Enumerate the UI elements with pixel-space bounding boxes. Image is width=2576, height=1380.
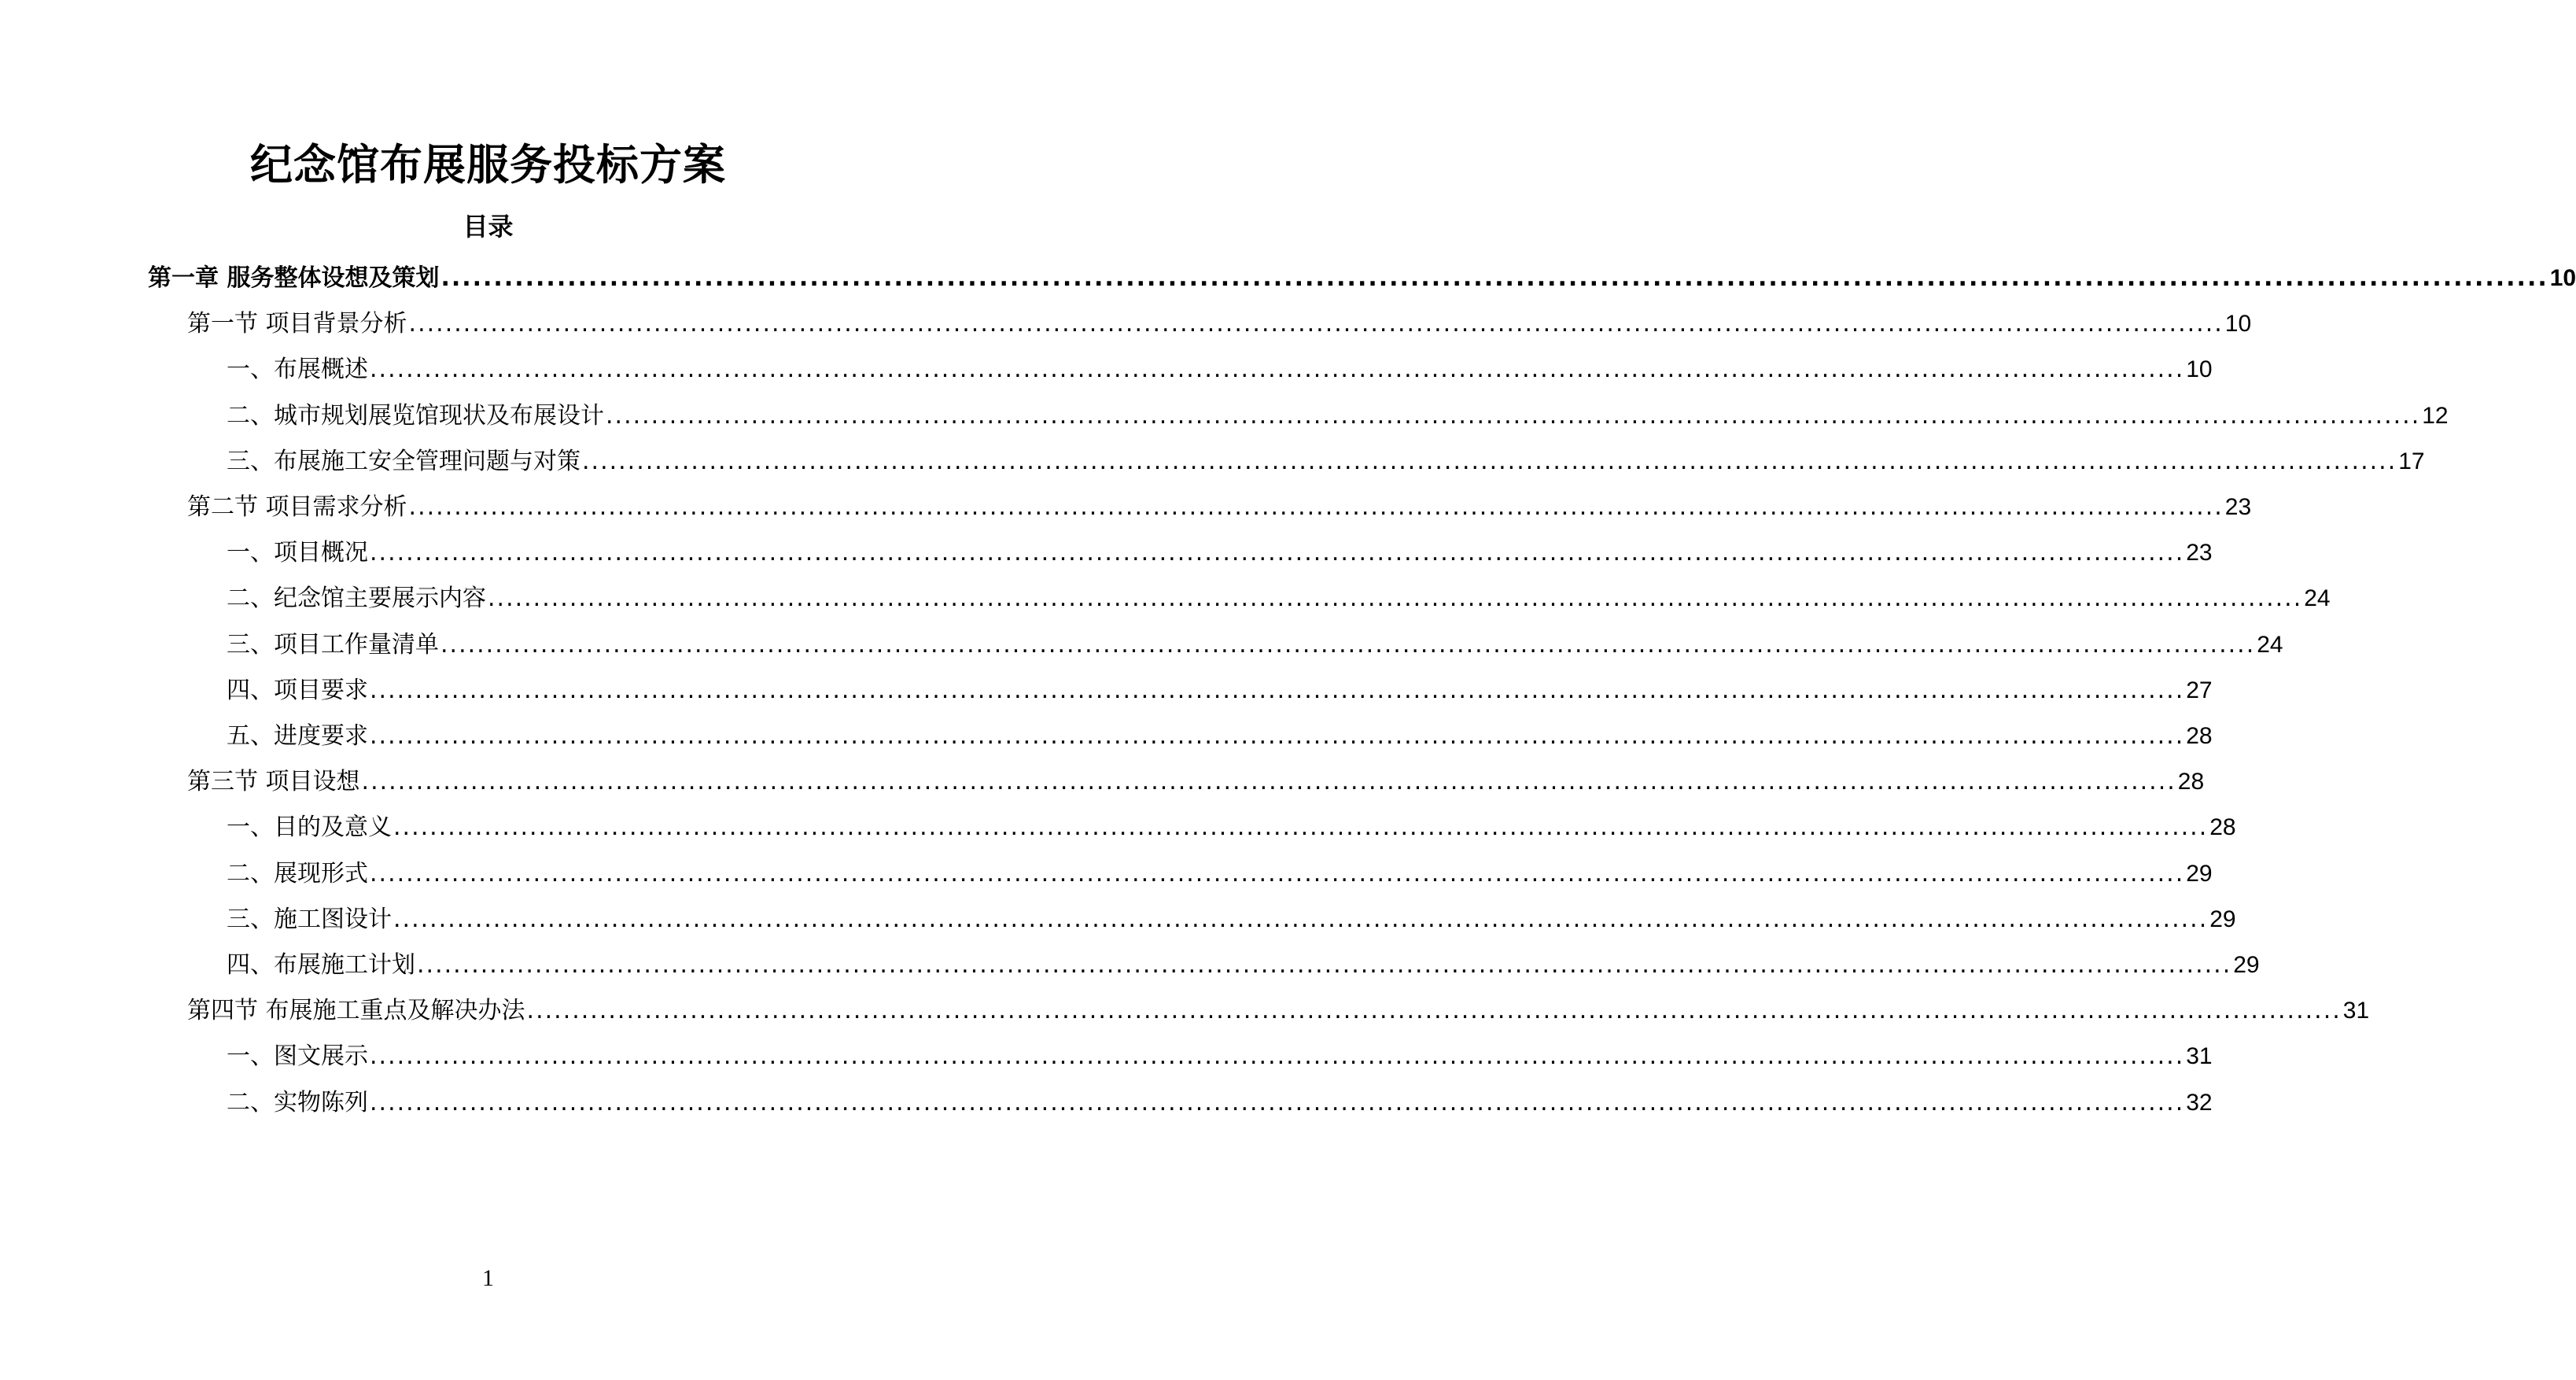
toc-entry-title: 一、目的及意义 <box>227 814 392 842</box>
toc-leader-dots: ........................................................................................................................................................................................................ <box>440 264 2548 292</box>
toc-entry-title: 第一章 服务整体设想及策划 <box>148 264 440 292</box>
toc-entry[interactable] <box>227 580 2331 614</box>
toc-entry-title: 四、项目要求 <box>227 676 368 704</box>
toc-leader-dots: ........................................................................................................................................................................................................ <box>370 676 2185 704</box>
toc-leader-dots: ........................................................................................................................................................................................................ <box>582 447 2397 475</box>
toc-entry[interactable] <box>227 534 2213 569</box>
toc-entry-page: 32 <box>2186 1089 2213 1116</box>
toc-entry[interactable] <box>227 1038 2213 1072</box>
toc-entry-page: 12 <box>2422 402 2449 429</box>
toc-entry-page: 10 <box>2224 311 2252 338</box>
toc-entry[interactable] <box>187 305 2252 340</box>
toc-heading: 目录 <box>463 212 514 242</box>
toc-entry-page: 29 <box>2186 860 2213 887</box>
toc-entry[interactable] <box>227 809 2236 843</box>
toc-entry[interactable] <box>227 443 2425 478</box>
toc-entry[interactable] <box>227 718 2213 752</box>
toc-leader-dots: ........................................................................................................................................................................................................ <box>417 951 2232 979</box>
toc-entry[interactable] <box>187 763 2205 798</box>
toc-entry-page: 24 <box>2304 585 2331 612</box>
toc-entry-title: 第二节 项目需求分析 <box>187 493 407 521</box>
toc-entry-title: 三、布展施工安全管理问题与对策 <box>227 447 580 475</box>
toc-entry[interactable] <box>187 992 2370 1027</box>
toc-entry[interactable] <box>227 946 2260 981</box>
toc-entry-title: 二、纪念馆主要展示内容 <box>227 585 486 613</box>
toc-entry-page: 29 <box>2209 906 2236 932</box>
toc-entry-title: 一、图文展示 <box>227 1042 368 1071</box>
toc-entry-page: 10 <box>2186 356 2213 383</box>
toc-entry[interactable] <box>227 626 2283 661</box>
toc-entry[interactable] <box>227 351 2213 386</box>
toc-entry-title: 五、进度要求 <box>227 722 368 750</box>
toc-entry-title: 一、布展概述 <box>227 356 368 384</box>
toc-leader-dots: ........................................................................................................................................................................................................ <box>370 1042 2185 1071</box>
toc-entry-title: 第三节 项目设想 <box>187 768 360 796</box>
toc-leader-dots: ........................................................................................................................................................................................................ <box>370 539 2185 567</box>
toc-entry-title: 二、实物陈列 <box>227 1088 368 1116</box>
toc-entry-page: 31 <box>2186 1043 2213 1070</box>
page-number: 1 <box>482 1265 494 1291</box>
toc-entry-page: 31 <box>2342 998 2370 1024</box>
toc-leader-dots: ........................................................................................................................................................................................................ <box>488 585 2303 613</box>
toc-leader-dots: ........................................................................................................................................................................................................ <box>606 401 2421 430</box>
toc-entry-title: 二、展现形式 <box>227 859 368 887</box>
toc-entry-page: 28 <box>2177 769 2205 795</box>
toc-entry[interactable] <box>227 1084 2213 1119</box>
toc-leader-dots: ........................................................................................................................................................................................................ <box>370 859 2185 887</box>
toc-entry-title: 三、施工图设计 <box>227 905 392 933</box>
toc-leader-dots: ........................................................................................................................................................................................................ <box>370 356 2185 384</box>
toc-leader-dots: ........................................................................................................................................................................................................ <box>440 630 2256 659</box>
toc-entry[interactable] <box>148 260 2576 294</box>
toc-entry-page: 28 <box>2186 723 2213 749</box>
toc-leader-dots: ........................................................................................................................................................................................................ <box>370 1088 2185 1116</box>
toc-entry-page: 28 <box>2209 814 2236 841</box>
toc-entry[interactable] <box>227 397 2449 432</box>
toc-entry[interactable] <box>227 901 2236 935</box>
toc-leader-dots: ........................................................................................................................................................................................................ <box>361 768 2176 796</box>
toc-entry-page: 27 <box>2186 677 2213 703</box>
toc-entry-page: 23 <box>2224 494 2252 520</box>
toc-entry-page: 23 <box>2186 540 2213 566</box>
toc-leader-dots: ........................................................................................................................................................................................................ <box>393 905 2209 933</box>
toc-entry-page: 10 <box>2549 265 2576 291</box>
toc-leader-dots: ........................................................................................................................................................................................................ <box>408 493 2224 521</box>
toc-leader-dots: ........................................................................................................................................................................................................ <box>370 722 2185 750</box>
toc-entry-page: 29 <box>2233 952 2260 978</box>
toc-leader-dots: ........................................................................................................................................................................................................ <box>393 814 2209 842</box>
toc-entry[interactable] <box>227 672 2213 707</box>
toc-entry-title: 第四节 布展施工重点及解决办法 <box>187 997 525 1025</box>
toc-entry-title: 一、项目概况 <box>227 539 368 567</box>
toc-entry-title: 二、城市规划展览馆现状及布展设计 <box>227 401 604 430</box>
toc-entry-page: 24 <box>2257 631 2283 658</box>
document-title: 纪念馆布展服务投标方案 <box>250 140 726 190</box>
toc-entry-title: 第一节 项目背景分析 <box>187 310 407 338</box>
toc-leader-dots: ........................................................................................................................................................................................................ <box>526 997 2342 1025</box>
toc-entry-title: 三、项目工作量清单 <box>227 630 439 659</box>
toc-entry[interactable] <box>227 855 2213 890</box>
toc-entry-title: 四、布展施工计划 <box>227 951 415 979</box>
toc-entry-page: 17 <box>2398 448 2425 474</box>
toc-entry[interactable] <box>187 489 2252 523</box>
toc-leader-dots: ........................................................................................................................................................................................................ <box>408 310 2224 338</box>
